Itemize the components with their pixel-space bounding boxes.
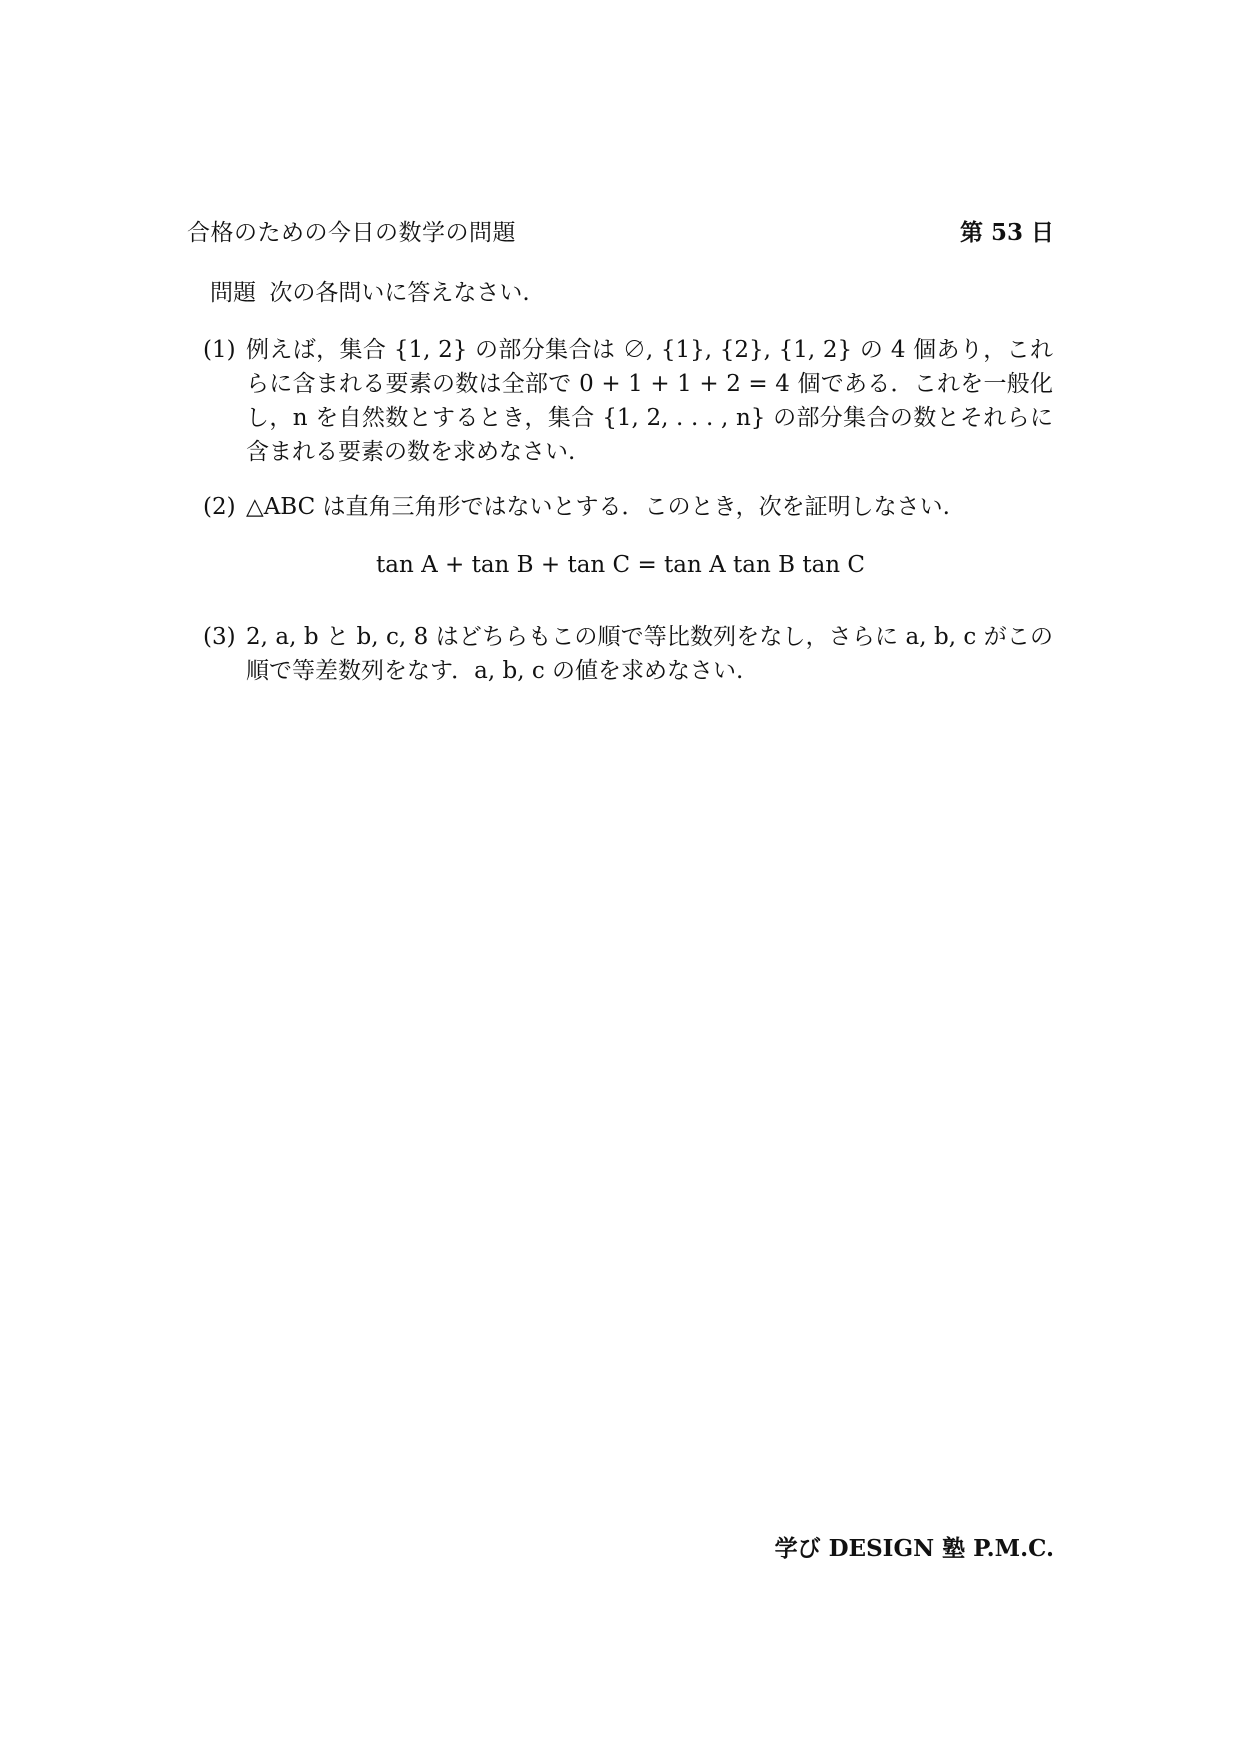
problem-2 — [203, 490, 1053, 524]
problem-instruction: 次の各問いに答えなさい. — [269, 280, 530, 306]
day-number: 第 53 日 — [959, 219, 1054, 246]
problem-2-number: (2) — [203, 494, 236, 520]
problem-3 — [203, 620, 1053, 688]
problem-2-text: △ABC は直角三角形ではないとする．このとき，次を証明しなさい. — [246, 494, 950, 520]
worksheet-title: 合格のための今日の数学の問題 — [187, 220, 516, 246]
problem-1-text: 例えば，集合 {1, 2} の部分集合は ∅, {1}, {2}, {1, 2} の 4 個あり，これらに含まれる要素の数は全部で 0 + 1 + 1 + 2 = 4 個である．これを一般化し，n を自然数とするとき，集合 {1, 2, . . . , n} の部分集合の数とそれらに含まれる要素の数を求めなさい. — [246, 337, 1053, 465]
problem-intro — [210, 274, 530, 307]
problem-1 — [203, 333, 1053, 469]
problem-3-text: 2, a, b と b, c, 8 はどちらもこの順で等比数列をなし，さらに a, b, c がこの順で等差数列をなす．a, b, c の値を求めなさい. — [246, 624, 1053, 684]
display-equation: tan A + tan B + tan C = tan A tan B tan C — [376, 552, 865, 578]
problem-1-number: (1) — [203, 337, 236, 363]
footer-brand: 学び DESIGN 塾 P.M.C. — [774, 1535, 1054, 1562]
problem-3-number: (3) — [203, 624, 236, 650]
problem-label: 問題 — [210, 280, 256, 306]
